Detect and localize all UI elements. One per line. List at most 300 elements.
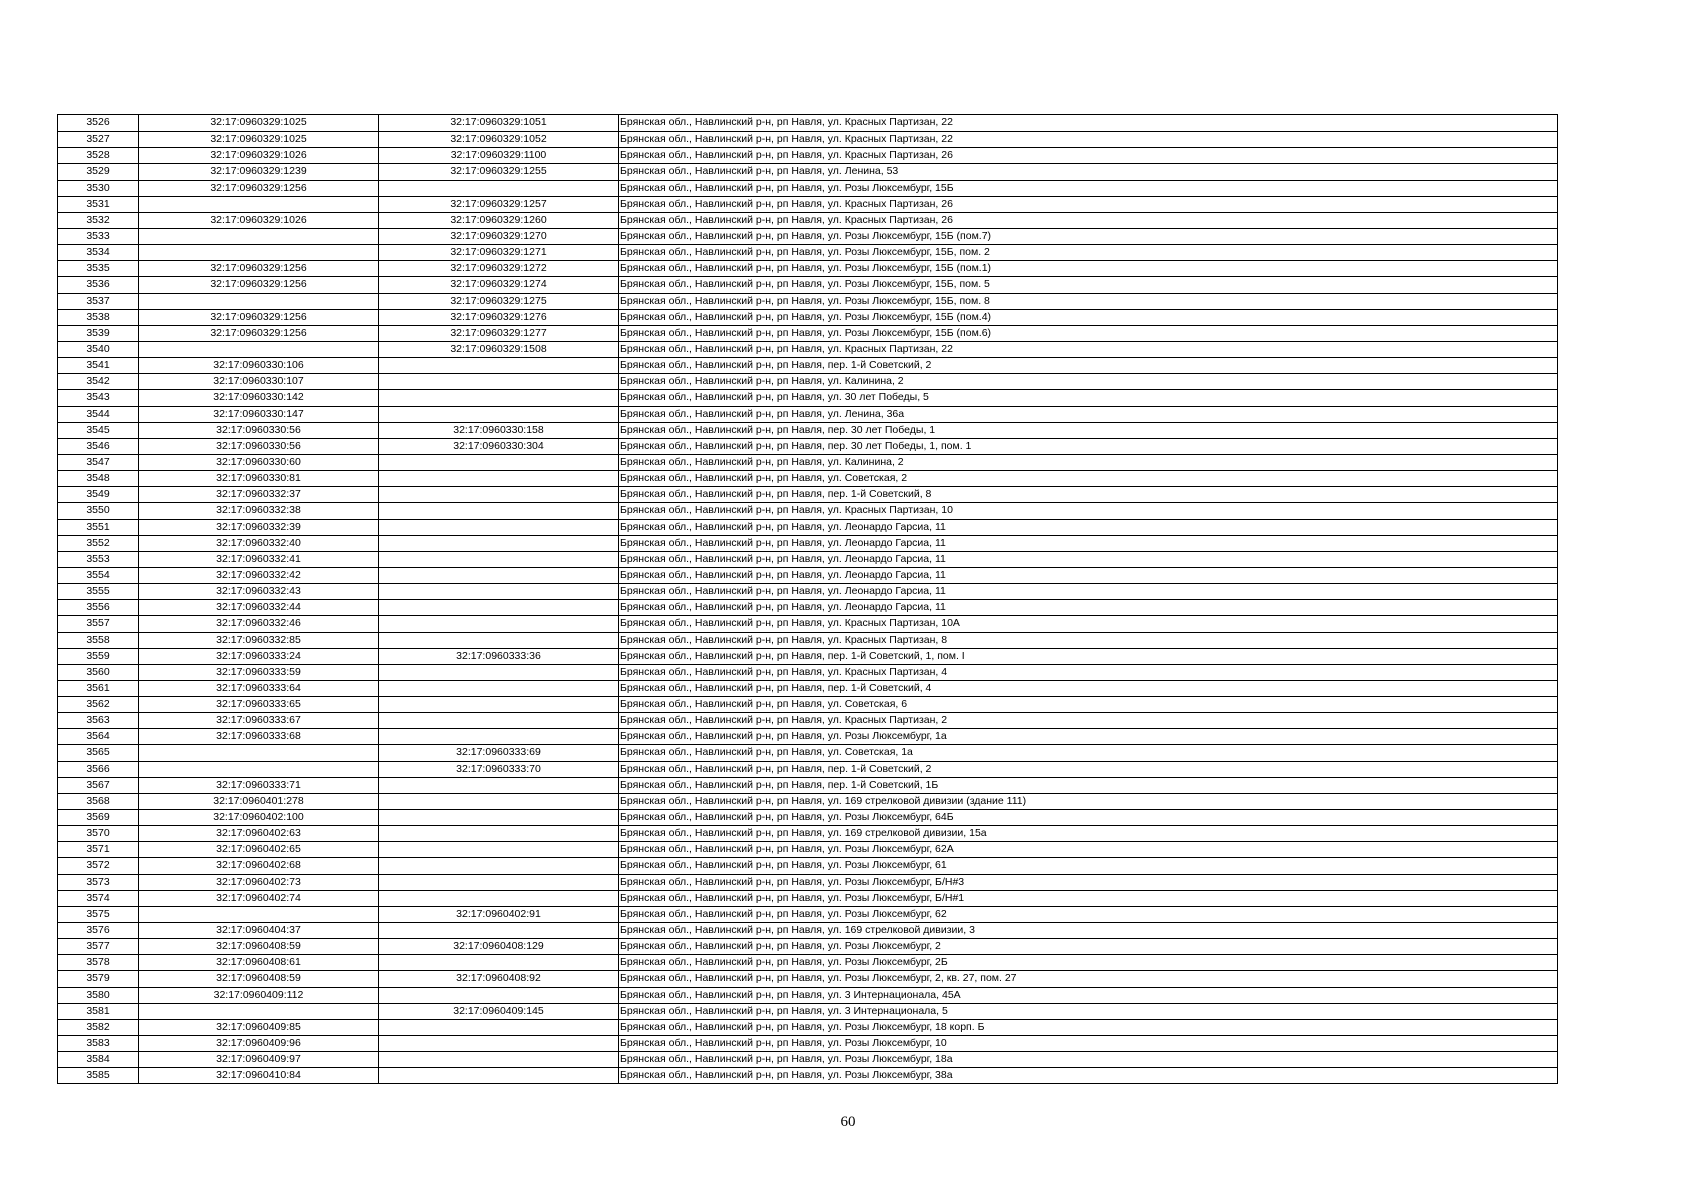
row-number-cell: 3552 bbox=[86, 536, 110, 549]
table-row bbox=[58, 486, 1557, 502]
row-number-cell: 3534 bbox=[86, 246, 110, 259]
cadastral-number-cell: 32:17:0960330:56 bbox=[138, 439, 378, 454]
cadastral-number-cell: 32:17:0960408:59 bbox=[138, 939, 378, 954]
table-row bbox=[58, 793, 1557, 809]
table-row bbox=[58, 293, 1557, 309]
table-row bbox=[58, 212, 1557, 228]
row-number-cell: 3541 bbox=[86, 359, 110, 372]
address-cell: Брянская обл., Навлинский р-н, рп Навля, ул. Ленина, 53 bbox=[618, 164, 1557, 179]
related-cadastral-number-cell bbox=[378, 826, 618, 841]
address-cell: Брянская обл., Навлинский р-н, рп Навля, пер. 1-й Советский, 2 bbox=[618, 358, 1557, 373]
row-number-cell: 3536 bbox=[86, 278, 110, 291]
table-row bbox=[58, 535, 1557, 551]
cadastral-number-cell: 32:17:0960408:61 bbox=[138, 955, 378, 970]
row-number-cell: 3577 bbox=[86, 940, 110, 953]
row-number-cell: 3537 bbox=[86, 294, 110, 307]
row-number-cell: 3533 bbox=[86, 229, 110, 242]
row-number-cell: 3584 bbox=[86, 1053, 110, 1066]
address-cell: Брянская обл., Навлинский р-н, рп Навля, ул. Леонардо Гарсиа, 11 bbox=[618, 568, 1557, 583]
table-row bbox=[58, 857, 1557, 873]
table-row bbox=[58, 728, 1557, 744]
address-cell: Брянская обл., Навлинский р-н, рп Навля, ул. Леонардо Гарсиа, 11 bbox=[618, 600, 1557, 615]
row-number-cell: 3561 bbox=[86, 681, 110, 694]
cadastral-number-cell bbox=[138, 745, 378, 760]
address-cell: Брянская обл., Навлинский р-н, рп Навля, ул. Калинина, 2 bbox=[618, 374, 1557, 389]
address-cell: Брянская обл., Навлинский р-н, рп Навля, пер. 1-й Советский, 1, пом. I bbox=[618, 649, 1557, 664]
row-number-cell: 3544 bbox=[86, 407, 110, 420]
cadastral-number-cell: 32:17:0960330:147 bbox=[138, 407, 378, 422]
table-row bbox=[58, 1035, 1557, 1051]
cadastral-number-cell: 32:17:0960332:40 bbox=[138, 536, 378, 551]
related-cadastral-number-cell bbox=[378, 891, 618, 906]
related-cadastral-number-cell bbox=[378, 665, 618, 680]
row-number-cell: 3557 bbox=[86, 617, 110, 630]
address-cell: Брянская обл., Навлинский р-н, рп Навля, ул. Розы Люксембург, 2 bbox=[618, 939, 1557, 954]
related-cadastral-number-cell bbox=[378, 584, 618, 599]
table-row bbox=[58, 922, 1557, 938]
table-row bbox=[58, 406, 1557, 422]
table-row bbox=[58, 551, 1557, 567]
row-number-cell: 3538 bbox=[86, 310, 110, 323]
row-number-cell: 3567 bbox=[86, 778, 110, 791]
related-cadastral-number-cell: 32:17:0960329:1275 bbox=[378, 294, 618, 309]
address-cell: Брянская обл., Навлинский р-н, рп Навля, пер. 1-й Советский, 8 bbox=[618, 487, 1557, 502]
row-number-cell: 3546 bbox=[86, 439, 110, 452]
related-cadastral-number-cell bbox=[378, 923, 618, 938]
table-row bbox=[58, 599, 1557, 615]
row-number-cell: 3535 bbox=[86, 262, 110, 275]
row-number-cell: 3549 bbox=[86, 488, 110, 501]
related-cadastral-number-cell bbox=[378, 407, 618, 422]
related-cadastral-number-cell: 32:17:0960329:1270 bbox=[378, 229, 618, 244]
address-cell: Брянская обл., Навлинский р-н, рп Навля, ул. 3 Интернационала, 45А bbox=[618, 988, 1557, 1003]
address-cell: Брянская обл., Навлинский р-н, рп Навля, ул. Розы Люксембург, 15Б, пом. 2 bbox=[618, 245, 1557, 260]
related-cadastral-number-cell: 32:17:0960329:1272 bbox=[378, 261, 618, 276]
related-cadastral-number-cell bbox=[378, 729, 618, 744]
related-cadastral-number-cell bbox=[378, 713, 618, 728]
cadastral-number-cell: 32:17:0960332:41 bbox=[138, 552, 378, 567]
cadastral-number-cell: 32:17:0960402:100 bbox=[138, 810, 378, 825]
address-cell: Брянская обл., Навлинский р-н, рп Навля, ул. Розы Люксембург, 2, кв. 27, пом. 27 bbox=[618, 971, 1557, 986]
cadastral-number-cell: 32:17:0960329:1256 bbox=[138, 261, 378, 276]
cadastral-number-cell: 32:17:0960332:85 bbox=[138, 633, 378, 648]
row-number-cell: 3570 bbox=[86, 827, 110, 840]
cadastral-number-cell bbox=[138, 907, 378, 922]
table-row bbox=[58, 987, 1557, 1003]
row-number-cell: 3542 bbox=[86, 375, 110, 388]
row-number-cell: 3550 bbox=[86, 504, 110, 517]
address-cell: Брянская обл., Навлинский р-н, рп Навля, ул. Советская, 1а bbox=[618, 745, 1557, 760]
address-cell: Брянская обл., Навлинский р-н, рп Навля, ул. 30 лет Победы, 5 bbox=[618, 390, 1557, 405]
table-row bbox=[58, 1051, 1557, 1067]
table-row bbox=[58, 438, 1557, 454]
related-cadastral-number-cell bbox=[378, 616, 618, 631]
related-cadastral-number-cell bbox=[378, 955, 618, 970]
row-number-cell: 3572 bbox=[86, 859, 110, 872]
table-row bbox=[58, 502, 1557, 518]
cadastral-number-cell: 32:17:0960409:96 bbox=[138, 1036, 378, 1051]
table-row bbox=[58, 874, 1557, 890]
row-number-cell: 3571 bbox=[86, 843, 110, 856]
address-cell: Брянская обл., Навлинский р-н, рп Навля, ул. Розы Люксембург, Б/Н#3 bbox=[618, 875, 1557, 890]
address-cell: Брянская обл., Навлинский р-н, рп Навля, пер. 1-й Советский, 4 bbox=[618, 681, 1557, 696]
row-number-cell: 3559 bbox=[86, 649, 110, 662]
address-cell: Брянская обл., Навлинский р-н, рп Навля, ул. Розы Люксембург, 64Б bbox=[618, 810, 1557, 825]
address-cell: Брянская обл., Навлинский р-н, рп Навля, ул. Красных Партизан, 26 bbox=[618, 148, 1557, 163]
cadastral-number-cell: 32:17:0960329:1256 bbox=[138, 326, 378, 341]
related-cadastral-number-cell bbox=[378, 858, 618, 873]
related-cadastral-number-cell: 32:17:0960329:1271 bbox=[378, 245, 618, 260]
cadastral-number-cell: 32:17:0960333:68 bbox=[138, 729, 378, 744]
cadastral-number-cell bbox=[138, 197, 378, 212]
cadastral-number-cell bbox=[138, 294, 378, 309]
table-row bbox=[58, 147, 1557, 163]
related-cadastral-number-cell bbox=[378, 778, 618, 793]
related-cadastral-number-cell bbox=[378, 568, 618, 583]
related-cadastral-number-cell: 32:17:0960329:1260 bbox=[378, 213, 618, 228]
table-row bbox=[58, 163, 1557, 179]
cadastral-table bbox=[57, 114, 1558, 1084]
address-cell: Брянская обл., Навлинский р-н, рп Навля, ул. Красных Партизан, 10А bbox=[618, 616, 1557, 631]
cadastral-number-cell: 32:17:0960333:65 bbox=[138, 697, 378, 712]
related-cadastral-number-cell bbox=[378, 875, 618, 890]
address-cell: Брянская обл., Навлинский р-н, рп Навля, ул. Красных Партизан, 22 bbox=[618, 342, 1557, 357]
row-number-cell: 3555 bbox=[86, 585, 110, 598]
row-number-cell: 3526 bbox=[86, 116, 110, 128]
cadastral-number-cell bbox=[138, 342, 378, 357]
related-cadastral-number-cell bbox=[378, 181, 618, 196]
related-cadastral-number-cell bbox=[378, 600, 618, 615]
address-cell: Брянская обл., Навлинский р-н, рп Навля, ул. Леонардо Гарсиа, 11 bbox=[618, 520, 1557, 535]
table-row bbox=[58, 809, 1557, 825]
table-row bbox=[58, 1067, 1557, 1083]
cadastral-number-cell: 32:17:0960402:73 bbox=[138, 875, 378, 890]
table-row bbox=[58, 1003, 1557, 1019]
address-cell: Брянская обл., Навлинский р-н, рп Навля, ул. Розы Люксембург, 18а bbox=[618, 1052, 1557, 1067]
table-row bbox=[58, 648, 1557, 664]
cadastral-number-cell: 32:17:0960333:67 bbox=[138, 713, 378, 728]
address-cell: Брянская обл., Навлинский р-н, рп Навля, пер. 30 лет Победы, 1, пом. 1 bbox=[618, 439, 1557, 454]
row-number-cell: 3551 bbox=[86, 520, 110, 533]
address-cell: Брянская обл., Навлинский р-н, рп Навля, ул. Розы Люксембург, 38а bbox=[618, 1068, 1557, 1083]
address-cell: Брянская обл., Навлинский р-н, рп Навля, ул. Розы Люксембург, 1а bbox=[618, 729, 1557, 744]
address-cell: Брянская обл., Навлинский р-н, рп Навля, ул. Розы Люксембург, 15Б (пом.6) bbox=[618, 326, 1557, 341]
address-cell: Брянская обл., Навлинский р-н, рп Навля, ул. Розы Люксембург, 62 bbox=[618, 907, 1557, 922]
related-cadastral-number-cell: 32:17:0960409:145 bbox=[378, 1004, 618, 1019]
row-number-cell: 3564 bbox=[86, 730, 110, 743]
table-row bbox=[58, 422, 1557, 438]
table-row bbox=[58, 744, 1557, 760]
cadastral-number-cell: 32:17:0960404:37 bbox=[138, 923, 378, 938]
cadastral-number-cell: 32:17:0960329:1256 bbox=[138, 181, 378, 196]
table-row bbox=[58, 276, 1557, 292]
cadastral-number-cell: 32:17:0960402:68 bbox=[138, 858, 378, 873]
row-number-cell: 3556 bbox=[86, 601, 110, 614]
related-cadastral-number-cell: 32:17:0960329:1257 bbox=[378, 197, 618, 212]
cadastral-number-cell bbox=[138, 1004, 378, 1019]
table-row bbox=[58, 357, 1557, 373]
cadastral-number-cell: 32:17:0960329:1256 bbox=[138, 277, 378, 292]
related-cadastral-number-cell: 32:17:0960333:69 bbox=[378, 745, 618, 760]
table-row bbox=[58, 180, 1557, 196]
row-number-cell: 3527 bbox=[86, 133, 110, 146]
address-cell: Брянская обл., Навлинский р-н, рп Навля, ул. Красных Партизан, 26 bbox=[618, 213, 1557, 228]
row-number-cell: 3562 bbox=[86, 698, 110, 711]
row-number-cell: 3558 bbox=[86, 633, 110, 646]
related-cadastral-number-cell: 32:17:0960402:91 bbox=[378, 907, 618, 922]
row-number-cell: 3547 bbox=[86, 455, 110, 468]
related-cadastral-number-cell bbox=[378, 390, 618, 405]
related-cadastral-number-cell bbox=[378, 536, 618, 551]
row-number-cell: 3560 bbox=[86, 665, 110, 678]
cadastral-number-cell: 32:17:0960402:74 bbox=[138, 891, 378, 906]
row-number-cell: 3569 bbox=[86, 811, 110, 824]
table-row bbox=[58, 906, 1557, 922]
related-cadastral-number-cell bbox=[378, 1020, 618, 1035]
row-number-cell: 3579 bbox=[86, 972, 110, 985]
cadastral-number-cell: 32:17:0960333:59 bbox=[138, 665, 378, 680]
address-cell: Брянская обл., Навлинский р-н, рп Навля, ул. 169 стрелковой дивизии, 15а bbox=[618, 826, 1557, 841]
cadastral-number-cell: 32:17:0960333:24 bbox=[138, 649, 378, 664]
related-cadastral-number-cell bbox=[378, 455, 618, 470]
row-number-cell: 3554 bbox=[86, 568, 110, 581]
address-cell: Брянская обл., Навлинский р-н, рп Навля, ул. Розы Люксембург, 61 bbox=[618, 858, 1557, 873]
address-cell: Брянская обл., Навлинский р-н, рп Навля, ул. Розы Люксембург, 2Б bbox=[618, 955, 1557, 970]
table-row bbox=[58, 470, 1557, 486]
address-cell: Брянская обл., Навлинский р-н, рп Навля, ул. Леонардо Гарсиа, 11 bbox=[618, 584, 1557, 599]
related-cadastral-number-cell bbox=[378, 697, 618, 712]
table-row bbox=[58, 115, 1557, 131]
table-row bbox=[58, 244, 1557, 260]
row-number-cell: 3530 bbox=[86, 181, 110, 194]
cadastral-number-cell: 32:17:0960332:44 bbox=[138, 600, 378, 615]
table-row bbox=[58, 519, 1557, 535]
address-cell: Брянская обл., Навлинский р-н, рп Навля, ул. Розы Люксембург, 15Б, пом. 8 bbox=[618, 294, 1557, 309]
address-cell: Брянская обл., Навлинский р-н, рп Навля, пер. 30 лет Победы, 1 bbox=[618, 423, 1557, 438]
cadastral-number-cell: 32:17:0960330:107 bbox=[138, 374, 378, 389]
cadastral-number-cell: 32:17:0960329:1026 bbox=[138, 213, 378, 228]
related-cadastral-number-cell: 32:17:0960408:92 bbox=[378, 971, 618, 986]
row-number-cell: 3583 bbox=[86, 1037, 110, 1050]
row-number-cell: 3531 bbox=[86, 197, 110, 210]
table-row bbox=[58, 196, 1557, 212]
cadastral-number-cell: 32:17:0960409:112 bbox=[138, 988, 378, 1003]
address-cell: Брянская обл., Навлинский р-н, рп Навля, ул. Леонардо Гарсиа, 11 bbox=[618, 536, 1557, 551]
address-cell: Брянская обл., Навлинский р-н, рп Навля, ул. Ленина, 36а bbox=[618, 407, 1557, 422]
related-cadastral-number-cell: 32:17:0960329:1274 bbox=[378, 277, 618, 292]
related-cadastral-number-cell bbox=[378, 988, 618, 1003]
table-row bbox=[58, 696, 1557, 712]
related-cadastral-number-cell bbox=[378, 358, 618, 373]
row-number-cell: 3563 bbox=[86, 714, 110, 727]
address-cell: Брянская обл., Навлинский р-н, рп Навля, ул. Красных Партизан, 8 bbox=[618, 633, 1557, 648]
cadastral-number-cell: 32:17:0960332:38 bbox=[138, 503, 378, 518]
cadastral-number-cell bbox=[138, 229, 378, 244]
related-cadastral-number-cell: 32:17:0960329:1508 bbox=[378, 342, 618, 357]
address-cell: Брянская обл., Навлинский р-н, рп Навля, ул. Розы Люксембург, 15Б (пом.1) bbox=[618, 261, 1557, 276]
row-number-cell: 3574 bbox=[86, 891, 110, 904]
row-number-cell: 3532 bbox=[86, 213, 110, 226]
related-cadastral-number-cell bbox=[378, 374, 618, 389]
address-cell: Брянская обл., Навлинский р-н, рп Навля, ул. Советская, 6 bbox=[618, 697, 1557, 712]
table-row bbox=[58, 970, 1557, 986]
address-cell: Брянская обл., Навлинский р-н, рп Навля, ул. Розы Люксембург, 15Б (пом.4) bbox=[618, 310, 1557, 325]
cadastral-number-cell: 32:17:0960333:71 bbox=[138, 778, 378, 793]
address-cell: Брянская обл., Навлинский р-н, рп Навля, ул. Розы Люксембург, 62А bbox=[618, 842, 1557, 857]
cadastral-number-cell: 32:17:0960409:97 bbox=[138, 1052, 378, 1067]
table-row bbox=[58, 632, 1557, 648]
table-row bbox=[58, 325, 1557, 341]
table-row bbox=[58, 131, 1557, 147]
address-cell: Брянская обл., Навлинский р-н, рп Навля, пер. 1-й Советский, 2 bbox=[618, 762, 1557, 777]
table-row bbox=[58, 777, 1557, 793]
row-number-cell: 3540 bbox=[86, 342, 110, 355]
address-cell: Брянская обл., Навлинский р-н, рп Навля, ул. Красных Партизан, 22 bbox=[618, 132, 1557, 147]
row-number-cell: 3553 bbox=[86, 552, 110, 565]
row-number-cell: 3585 bbox=[86, 1069, 110, 1082]
cadastral-number-cell: 32:17:0960329:1256 bbox=[138, 310, 378, 325]
address-cell: Брянская обл., Навлинский р-н, рп Навля, ул. Калинина, 2 bbox=[618, 455, 1557, 470]
address-cell: Брянская обл., Навлинский р-н, рп Навля, ул. Розы Люксембург, 10 bbox=[618, 1036, 1557, 1051]
row-number-cell: 3581 bbox=[86, 1004, 110, 1017]
related-cadastral-number-cell bbox=[378, 810, 618, 825]
cadastral-number-cell bbox=[138, 762, 378, 777]
page-number: 60 bbox=[840, 1114, 856, 1130]
address-cell: Брянская обл., Навлинский р-н, рп Навля, ул. Красных Партизан, 2 bbox=[618, 713, 1557, 728]
row-number-cell: 3576 bbox=[86, 924, 110, 937]
address-cell: Брянская обл., Навлинский р-н, рп Навля, ул. Леонардо Гарсиа, 11 bbox=[618, 552, 1557, 567]
row-number-cell: 3539 bbox=[86, 326, 110, 339]
address-cell: Брянская обл., Навлинский р-н, рп Навля, ул. Розы Люксембург, 15Б, пом. 5 bbox=[618, 277, 1557, 292]
cadastral-number-cell: 32:17:0960329:1025 bbox=[138, 132, 378, 147]
cadastral-number-cell: 32:17:0960401:278 bbox=[138, 794, 378, 809]
address-cell: Брянская обл., Навлинский р-н, рп Навля, ул. Красных Партизан, 22 bbox=[618, 115, 1557, 131]
related-cadastral-number-cell bbox=[378, 1052, 618, 1067]
related-cadastral-number-cell bbox=[378, 633, 618, 648]
table-row bbox=[58, 938, 1557, 954]
cadastral-number-cell: 32:17:0960333:64 bbox=[138, 681, 378, 696]
cadastral-number-cell: 32:17:0960332:42 bbox=[138, 568, 378, 583]
table-row bbox=[58, 389, 1557, 405]
address-cell: Брянская обл., Навлинский р-н, рп Навля, ул. Красных Партизан, 10 bbox=[618, 503, 1557, 518]
row-number-cell: 3582 bbox=[86, 1020, 110, 1033]
table-row bbox=[58, 454, 1557, 470]
address-cell: Брянская обл., Навлинский р-н, рп Навля, ул. Розы Люксембург, 15Б bbox=[618, 181, 1557, 196]
cadastral-number-cell: 32:17:0960329:1239 bbox=[138, 164, 378, 179]
related-cadastral-number-cell: 32:17:0960329:1100 bbox=[378, 148, 618, 163]
address-cell: Брянская обл., Навлинский р-н, рп Навля, ул. 169 стрелковой дивизии, 3 bbox=[618, 923, 1557, 938]
address-cell: Брянская обл., Навлинский р-н, рп Навля, ул. Розы Люксембург, 15Б (пом.7) bbox=[618, 229, 1557, 244]
row-number-cell: 3566 bbox=[86, 762, 110, 775]
related-cadastral-number-cell bbox=[378, 681, 618, 696]
cadastral-number-cell: 32:17:0960409:85 bbox=[138, 1020, 378, 1035]
table-row bbox=[58, 583, 1557, 599]
address-cell: Брянская обл., Навлинский р-н, рп Навля, ул. 169 стрелковой дивизии (здание 111) bbox=[618, 794, 1557, 809]
table-row bbox=[58, 567, 1557, 583]
table-row bbox=[58, 712, 1557, 728]
address-cell: Брянская обл., Навлинский р-н, рп Навля, пер. 1-й Советский, 1Б bbox=[618, 778, 1557, 793]
related-cadastral-number-cell bbox=[378, 552, 618, 567]
cadastral-number-cell: 32:17:0960330:106 bbox=[138, 358, 378, 373]
table-row bbox=[58, 260, 1557, 276]
cadastral-number-cell: 32:17:0960402:63 bbox=[138, 826, 378, 841]
address-cell: Брянская обл., Навлинский р-н, рп Навля, ул. Красных Партизан, 26 bbox=[618, 197, 1557, 212]
cadastral-number-cell: 32:17:0960332:37 bbox=[138, 487, 378, 502]
related-cadastral-number-cell: 32:17:0960330:304 bbox=[378, 439, 618, 454]
related-cadastral-number-cell: 32:17:0960329:1052 bbox=[378, 132, 618, 147]
address-cell: Брянская обл., Навлинский р-н, рп Навля, ул. 3 Интернационала, 5 bbox=[618, 1004, 1557, 1019]
related-cadastral-number-cell: 32:17:0960408:129 bbox=[378, 939, 618, 954]
cadastral-number-cell: 32:17:0960330:81 bbox=[138, 471, 378, 486]
row-number-cell: 3529 bbox=[86, 165, 110, 178]
related-cadastral-number-cell bbox=[378, 1036, 618, 1051]
row-number-cell: 3528 bbox=[86, 149, 110, 162]
cadastral-number-cell: 32:17:0960408:59 bbox=[138, 971, 378, 986]
cadastral-number-cell: 32:17:0960329:1026 bbox=[138, 148, 378, 163]
row-number-cell: 3565 bbox=[86, 746, 110, 759]
table-row bbox=[58, 615, 1557, 631]
related-cadastral-number-cell bbox=[378, 842, 618, 857]
cadastral-number-cell: 32:17:0960332:39 bbox=[138, 520, 378, 535]
cadastral-number-cell: 32:17:0960410:84 bbox=[138, 1068, 378, 1083]
related-cadastral-number-cell bbox=[378, 471, 618, 486]
row-number-cell: 3548 bbox=[86, 472, 110, 485]
table-row bbox=[58, 1019, 1557, 1035]
cadastral-number-cell bbox=[138, 245, 378, 260]
address-cell: Брянская обл., Навлинский р-н, рп Навля, ул. Красных Партизан, 4 bbox=[618, 665, 1557, 680]
related-cadastral-number-cell bbox=[378, 520, 618, 535]
table-row bbox=[58, 761, 1557, 777]
row-number-cell: 3545 bbox=[86, 423, 110, 436]
row-number-cell: 3580 bbox=[86, 988, 110, 1001]
related-cadastral-number-cell bbox=[378, 794, 618, 809]
table-row bbox=[58, 890, 1557, 906]
related-cadastral-number-cell: 32:17:0960330:158 bbox=[378, 423, 618, 438]
related-cadastral-number-cell bbox=[378, 503, 618, 518]
cadastral-number-cell: 32:17:0960330:56 bbox=[138, 423, 378, 438]
row-number-cell: 3575 bbox=[86, 907, 110, 920]
cadastral-number-cell: 32:17:0960332:46 bbox=[138, 616, 378, 631]
table-row bbox=[58, 841, 1557, 857]
related-cadastral-number-cell: 32:17:0960333:36 bbox=[378, 649, 618, 664]
related-cadastral-number-cell: 32:17:0960329:1276 bbox=[378, 310, 618, 325]
row-number-cell: 3543 bbox=[86, 391, 110, 404]
row-number-cell: 3573 bbox=[86, 875, 110, 888]
table-row bbox=[58, 954, 1557, 970]
related-cadastral-number-cell: 32:17:0960329:1051 bbox=[378, 115, 618, 131]
address-cell: Брянская обл., Навлинский р-н, рп Навля, ул. Розы Люксембург, Б/Н#1 bbox=[618, 891, 1557, 906]
related-cadastral-number-cell: 32:17:0960329:1255 bbox=[378, 164, 618, 179]
table-row bbox=[58, 228, 1557, 244]
related-cadastral-number-cell: 32:17:0960333:70 bbox=[378, 762, 618, 777]
table-row bbox=[58, 309, 1557, 325]
row-number-cell: 3568 bbox=[86, 794, 110, 807]
address-cell: Брянская обл., Навлинский р-н, рп Навля, ул. Розы Люксембург, 18 корп. Б bbox=[618, 1020, 1557, 1035]
cadastral-number-cell: 32:17:0960332:43 bbox=[138, 584, 378, 599]
related-cadastral-number-cell: 32:17:0960329:1277 bbox=[378, 326, 618, 341]
cadastral-number-cell: 32:17:0960330:142 bbox=[138, 390, 378, 405]
related-cadastral-number-cell bbox=[378, 487, 618, 502]
table-row bbox=[58, 341, 1557, 357]
table-row bbox=[58, 825, 1557, 841]
cadastral-number-cell: 32:17:0960330:60 bbox=[138, 455, 378, 470]
related-cadastral-number-cell bbox=[378, 1068, 618, 1083]
address-cell: Брянская обл., Навлинский р-н, рп Навля, ул. Советская, 2 bbox=[618, 471, 1557, 486]
table-row bbox=[58, 664, 1557, 680]
cadastral-number-cell: 32:17:0960402:65 bbox=[138, 842, 378, 857]
table-row bbox=[58, 373, 1557, 389]
cadastral-number-cell: 32:17:0960329:1025 bbox=[138, 115, 378, 131]
